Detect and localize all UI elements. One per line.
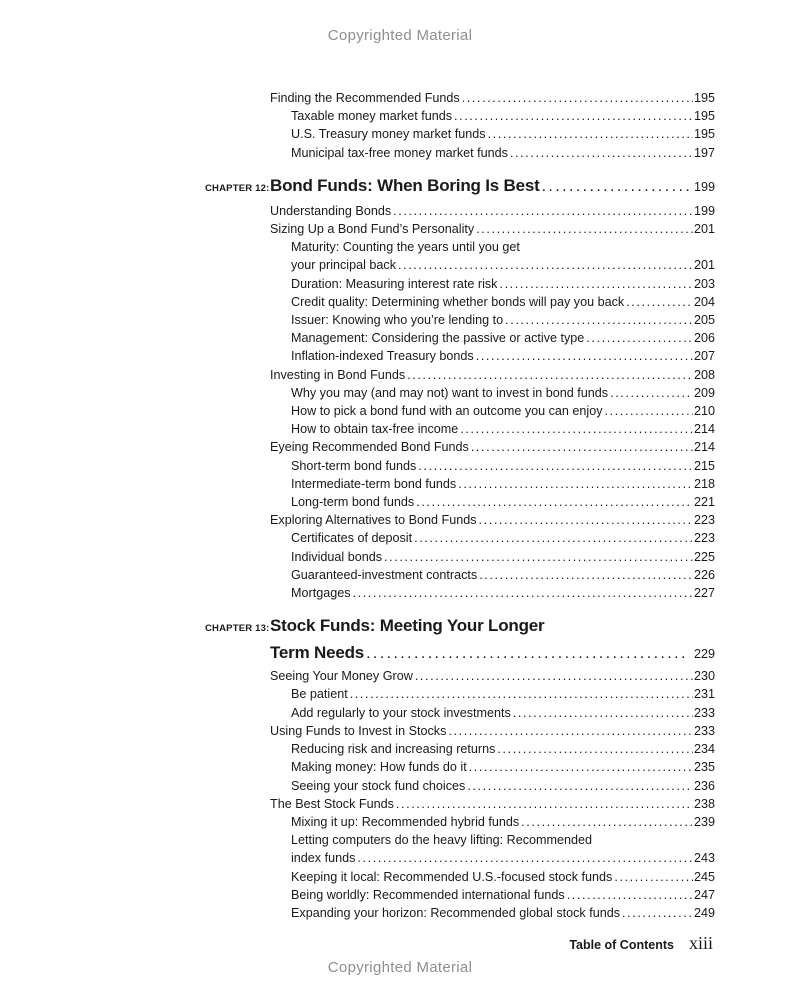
toc-entry-page-number: 234 bbox=[693, 742, 715, 757]
dot-leader bbox=[586, 329, 693, 347]
chapter-heading bbox=[270, 642, 715, 665]
toc-entry bbox=[291, 704, 715, 722]
toc-entry bbox=[270, 667, 715, 685]
toc-entry-page-number: 210 bbox=[693, 404, 715, 419]
toc-entry bbox=[270, 511, 715, 529]
dot-leader bbox=[479, 511, 693, 529]
chapter-title: Stock Funds: Meeting Your Longer bbox=[270, 616, 545, 636]
chapter-title: Term Needs bbox=[270, 643, 365, 663]
toc-entry-title: Exploring Alternatives to Bond Funds bbox=[270, 513, 477, 528]
toc-entry-title: Issuer: Knowing who you’re lending to bbox=[291, 313, 504, 328]
dot-leader bbox=[626, 293, 693, 311]
toc-entry-title: Why you may (and may not) want to invest in bond funds bbox=[291, 385, 609, 400]
dot-leader bbox=[467, 777, 693, 795]
toc-entry-page-number: 218 bbox=[693, 476, 715, 491]
dot-leader bbox=[454, 107, 693, 125]
toc-entry-page-number: 238 bbox=[693, 796, 715, 811]
dot-leader bbox=[614, 868, 693, 886]
toc-entry-title: Using Funds to Invest in Stocks bbox=[270, 723, 447, 738]
toc-entry bbox=[291, 493, 715, 511]
toc-entry bbox=[291, 886, 715, 904]
dot-leader bbox=[398, 256, 693, 274]
toc-entry-page-number: 233 bbox=[693, 723, 715, 738]
dot-leader bbox=[460, 420, 693, 438]
toc-entry-title: Management: Considering the passive or active type bbox=[291, 331, 585, 346]
dot-leader bbox=[476, 220, 693, 238]
toc-entry-page-number: 203 bbox=[693, 276, 715, 291]
dot-leader bbox=[622, 904, 693, 922]
toc-entry bbox=[291, 457, 715, 475]
toc-entry-page-number: 201 bbox=[693, 258, 715, 273]
toc-entry-title: Understanding Bonds bbox=[270, 203, 392, 218]
dot-leader bbox=[393, 202, 693, 220]
chapter-page-number: 199 bbox=[693, 179, 715, 194]
toc-entry-page-number: 195 bbox=[693, 109, 715, 124]
toc-entry bbox=[291, 125, 715, 143]
toc-entry bbox=[291, 685, 715, 703]
toc-entry-page-number: 195 bbox=[693, 91, 715, 105]
toc-entry-title: Short-term bond funds bbox=[291, 458, 417, 473]
footer-section-title: Table of Contents bbox=[569, 938, 674, 952]
toc-entry bbox=[291, 813, 715, 831]
dot-leader bbox=[505, 311, 693, 329]
toc-entry-title: Making money: How funds do it bbox=[291, 760, 467, 775]
dot-leader bbox=[384, 548, 693, 566]
toc-entry-title: How to pick a bond fund with an outcome you can enjoy bbox=[291, 404, 603, 419]
toc-entry-page-number: 223 bbox=[693, 531, 715, 546]
toc-entry-title: Expanding your horizon: Recommended global stock funds bbox=[291, 905, 621, 920]
toc-section bbox=[205, 615, 715, 922]
dot-leader bbox=[462, 89, 693, 107]
toc-entry-title: Inflation-indexed Treasury bonds bbox=[291, 349, 474, 364]
toc-entry-page-number: 231 bbox=[693, 687, 715, 702]
toc-entry-page-number: 204 bbox=[693, 294, 715, 309]
toc-entry-title: Add regularly to your stock investments bbox=[291, 705, 511, 720]
toc-entry bbox=[270, 220, 715, 238]
toc-entry-title: The Best Stock Funds bbox=[270, 796, 394, 811]
toc-entry-title: Duration: Measuring interest rate risk bbox=[291, 276, 498, 291]
toc-entry-page-number: 223 bbox=[693, 513, 715, 528]
toc-entry bbox=[291, 107, 715, 125]
toc-entry-page-number: 245 bbox=[693, 869, 715, 884]
dot-leader bbox=[510, 144, 693, 162]
toc-entry-page-number: 233 bbox=[693, 705, 715, 720]
toc-section bbox=[205, 89, 715, 162]
toc-entry-page-number: 247 bbox=[693, 887, 715, 902]
toc-entry bbox=[291, 144, 715, 162]
toc-entry bbox=[291, 275, 715, 293]
toc-entry bbox=[291, 777, 715, 795]
chapter-title: Bond Funds: When Boring Is Best bbox=[270, 175, 540, 195]
chapter-heading bbox=[205, 175, 715, 200]
copyright-notice-top: Copyrighted Material bbox=[327, 27, 473, 44]
dot-leader bbox=[513, 704, 693, 722]
toc-entry-page-number: 235 bbox=[693, 760, 715, 775]
toc-entry-title: Mixing it up: Recommended hybrid funds bbox=[291, 814, 520, 829]
toc-entry-title: Finding the Recommended Funds bbox=[270, 91, 460, 105]
toc-entry bbox=[291, 311, 715, 329]
dot-leader bbox=[414, 529, 693, 547]
toc-entry-title: Seeing Your Money Grow bbox=[270, 669, 413, 684]
toc-entry-title: Certificates of deposit bbox=[291, 531, 413, 546]
toc-entry bbox=[291, 402, 715, 420]
page-footer bbox=[569, 933, 713, 954]
toc-entry bbox=[291, 238, 715, 256]
toc-entry-page-number: 227 bbox=[693, 586, 715, 601]
toc-entry-page-number: 205 bbox=[693, 313, 715, 328]
dot-leader bbox=[499, 275, 693, 293]
dot-leader bbox=[448, 722, 693, 740]
toc-entry-title: U.S. Treasury money market funds bbox=[291, 127, 486, 142]
dot-leader bbox=[542, 176, 689, 198]
chapter-label: CHAPTER 13: bbox=[205, 623, 270, 635]
dot-leader bbox=[479, 566, 693, 584]
toc-entry-page-number: 214 bbox=[693, 422, 715, 437]
toc-entry-page-number: 249 bbox=[693, 905, 715, 920]
toc-entry-page-number: 221 bbox=[693, 495, 715, 510]
toc-entry-title: Mortgages bbox=[291, 586, 351, 601]
toc-entry-title: Be patient bbox=[291, 687, 348, 702]
toc-entry bbox=[291, 293, 715, 311]
toc-entry bbox=[291, 420, 715, 438]
dot-leader bbox=[407, 366, 693, 384]
toc-entry bbox=[291, 529, 715, 547]
chapter-page-number: 229 bbox=[693, 647, 715, 662]
toc-entry-page-number: 225 bbox=[693, 549, 715, 564]
toc-entry bbox=[291, 740, 715, 758]
toc-entry-title: Keeping it local: Recommended U.S.-focused stock funds bbox=[291, 869, 613, 884]
toc-entry-page-number: 208 bbox=[693, 367, 715, 382]
toc-entry-title: Letting computers do the heavy lifting: Recommended bbox=[291, 833, 593, 848]
toc-entry-title: Taxable money market funds bbox=[291, 109, 453, 124]
toc-entry-title: Being worldly: Recommended international funds bbox=[291, 887, 565, 902]
toc-entry bbox=[291, 868, 715, 886]
toc-entry-page-number: 214 bbox=[693, 440, 715, 455]
toc-entry bbox=[270, 438, 715, 456]
toc-entry-page-number: 207 bbox=[693, 349, 715, 364]
chapter-heading bbox=[205, 615, 715, 640]
toc-entry-page-number: 197 bbox=[693, 145, 715, 160]
dot-leader bbox=[469, 758, 693, 776]
toc-section bbox=[205, 175, 715, 602]
dot-leader bbox=[610, 384, 693, 402]
dot-leader bbox=[416, 493, 693, 511]
dot-leader bbox=[521, 813, 693, 831]
footer-page-number: xiii bbox=[688, 933, 713, 953]
toc-entry-title: Investing in Bond Funds bbox=[270, 367, 406, 382]
toc-entry bbox=[270, 366, 715, 384]
dot-leader bbox=[605, 402, 693, 420]
dot-leader bbox=[476, 347, 693, 365]
toc-entry-title: Seeing your stock fund choices bbox=[291, 778, 466, 793]
dot-leader bbox=[357, 849, 693, 867]
toc-entry-title: Eyeing Recommended Bond Funds bbox=[270, 440, 469, 455]
dot-leader bbox=[350, 685, 693, 703]
toc-entry bbox=[291, 548, 715, 566]
toc-entry bbox=[270, 202, 715, 220]
toc-entry-page-number: 199 bbox=[693, 203, 715, 218]
toc-entry bbox=[291, 347, 715, 365]
toc-entry-title: Sizing Up a Bond Fund’s Personality bbox=[270, 222, 475, 237]
toc-entry bbox=[291, 904, 715, 922]
toc-entry-title: Maturity: Counting the years until you get bbox=[291, 240, 520, 255]
dot-leader bbox=[567, 886, 693, 904]
toc-entry-page-number: 243 bbox=[693, 851, 715, 866]
toc-entry-page-number: 206 bbox=[693, 331, 715, 346]
dot-leader bbox=[366, 643, 689, 665]
toc-entry bbox=[291, 758, 715, 776]
dot-leader bbox=[418, 457, 693, 475]
toc-entry-page-number: 209 bbox=[693, 385, 715, 400]
toc-entry-page-number: 226 bbox=[693, 567, 715, 582]
toc-entry-page-number: 195 bbox=[693, 127, 715, 142]
toc-entry-title: your principal back bbox=[291, 258, 396, 273]
toc-entry-title: Reducing risk and increasing returns bbox=[291, 742, 496, 757]
toc-entry bbox=[291, 329, 715, 347]
toc-entry-title: How to obtain tax-free income bbox=[291, 422, 459, 437]
toc-entry-page-number: 236 bbox=[693, 778, 715, 793]
toc-entry-page-number: 239 bbox=[693, 814, 715, 829]
dot-leader bbox=[415, 667, 693, 685]
dot-leader bbox=[353, 584, 693, 602]
dot-leader bbox=[396, 795, 693, 813]
toc-entry-page-number: 230 bbox=[693, 669, 715, 684]
toc-entry bbox=[291, 849, 715, 867]
toc-entry-title: Intermediate-term bond funds bbox=[291, 476, 457, 491]
chapter-label: CHAPTER 12: bbox=[205, 182, 270, 194]
dot-leader bbox=[458, 475, 693, 493]
toc-entry-page-number: 201 bbox=[693, 222, 715, 237]
toc-entry-page-number: 215 bbox=[693, 458, 715, 473]
toc-entry bbox=[270, 795, 715, 813]
dot-leader bbox=[488, 125, 693, 143]
toc-entry-title: Municipal tax-free money market funds bbox=[291, 145, 508, 160]
toc-entry bbox=[291, 256, 715, 274]
toc-entry-title: Guaranteed-investment contracts bbox=[291, 567, 478, 582]
dot-leader bbox=[471, 438, 693, 456]
toc-entry bbox=[291, 384, 715, 402]
toc-entry bbox=[291, 475, 715, 493]
toc-entry-title: Individual bonds bbox=[291, 549, 383, 564]
toc-entry-title: index funds bbox=[291, 851, 356, 866]
toc-entry bbox=[270, 89, 715, 107]
toc-entry-title: Long-term bond funds bbox=[291, 495, 415, 510]
toc-entry bbox=[291, 566, 715, 584]
toc-entry-title: Credit quality: Determining whether bonds will pay you back bbox=[291, 294, 625, 309]
dot-leader bbox=[497, 740, 693, 758]
toc-entry bbox=[291, 831, 715, 849]
toc-entry bbox=[270, 722, 715, 740]
copyright-notice-bottom: Copyrighted Material bbox=[327, 959, 473, 976]
table-of-contents bbox=[205, 89, 715, 922]
toc-entry bbox=[291, 584, 715, 602]
